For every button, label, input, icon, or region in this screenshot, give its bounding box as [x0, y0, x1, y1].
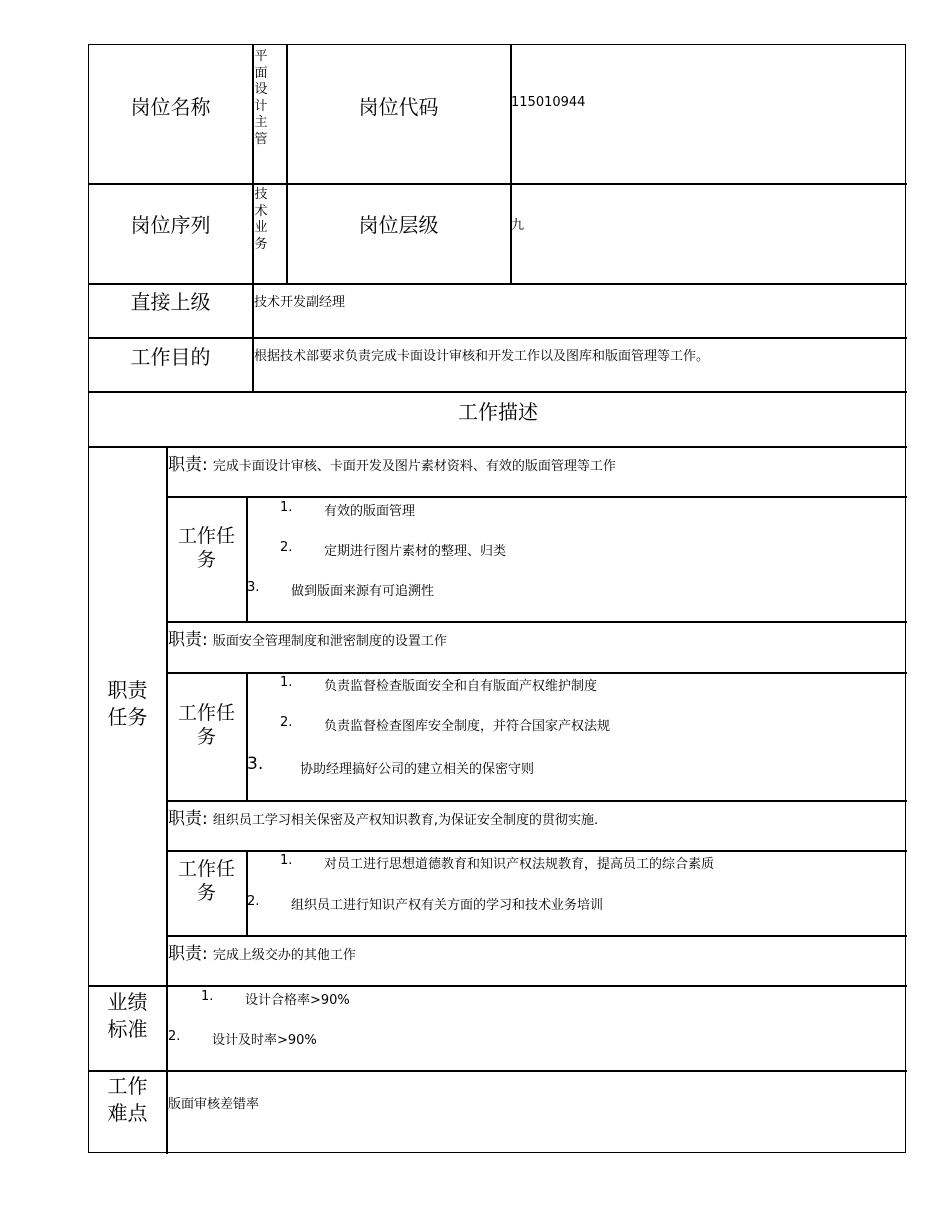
difficulty-text: 版面审核差错率 — [168, 1097, 260, 1112]
performance-label: 业绩 标准 — [107, 990, 148, 1041]
row-divider — [167, 621, 907, 623]
duty-4: 职责: 完成上级交办的其他工作 — [168, 944, 356, 964]
duty-2: 职责: 版面安全管理制度和泄密制度的设置工作 — [168, 630, 447, 650]
task-2-3-text: 协助经理搞好公司的建立相关的保密守则 — [300, 762, 535, 777]
position-series-value: 技术业务 — [254, 187, 268, 252]
row-divider — [89, 985, 907, 987]
position-code-value: 115010944 — [511, 95, 586, 110]
description-title: 工作描述 — [458, 400, 538, 424]
performance-item-2: 设计及时率>90% — [212, 1033, 317, 1048]
task-1-2-text: 定期进行图片素材的整理、归类 — [324, 544, 507, 559]
position-level-value: 九 — [511, 218, 525, 233]
row-divider — [89, 337, 907, 339]
performance-item-2-num: 2. — [168, 1029, 181, 1044]
duty-3: 职责: 组织员工学习相关保密及产权知识教育,为保证安全制度的贯彻实施. — [168, 809, 599, 829]
task-1-1: 1. — [280, 500, 293, 515]
supervisor-value: 技术开发副经理 — [254, 295, 346, 310]
task-3-2: 2. — [247, 894, 260, 909]
task-2-1: 1. — [280, 675, 293, 690]
supervisor-label: 直接上级 — [130, 290, 211, 314]
purpose-value: 根据技术部要求负责完成卡面设计审核和开发工作以及图库和版面管理等工作。 — [254, 349, 710, 364]
work-task-label: 工作任 务 — [177, 858, 235, 904]
row-divider — [167, 800, 907, 802]
work-task-label: 工作任 务 — [177, 525, 235, 571]
row-divider — [167, 496, 907, 498]
row-divider — [167, 935, 907, 937]
duty-1: 职责: 完成卡面设计审核、卡面开发及图片素材资料、有效的版面管理等工作 — [168, 455, 616, 475]
task-3-1: 1. — [280, 853, 293, 868]
performance-item-1-num: 1. — [201, 989, 214, 1004]
performance-item-1: 设计合格率>90% — [245, 993, 350, 1008]
task-2-2: 2. — [280, 715, 293, 730]
task-1-2: 2. — [280, 540, 293, 555]
task-3-1-text: 对员工进行思想道德教育和知识产权法规教育，提高员工的综合素质 — [324, 857, 715, 872]
col-divider — [246, 850, 248, 935]
row-divider — [89, 283, 907, 285]
col-divider — [246, 496, 248, 621]
difficulty-label: 工作 难点 — [107, 1074, 148, 1125]
purpose-label: 工作目的 — [130, 345, 211, 369]
row-divider — [89, 391, 907, 393]
col-divider — [286, 45, 288, 283]
task-3-2-text: 组织员工进行知识产权有关方面的学习和技术业务培训 — [291, 898, 604, 913]
position-name-value: 平面设计主管 — [254, 49, 268, 147]
position-code-label: 岗位代码 — [358, 95, 439, 119]
row-divider — [89, 1070, 907, 1072]
task-1-1-text: 有效的版面管理 — [324, 504, 416, 519]
task-2-1-text: 负责监督检查版面安全和自有版面产权维护制度 — [324, 679, 598, 694]
row-divider — [167, 672, 907, 674]
position-name-label: 岗位名称 — [130, 95, 211, 119]
row-divider — [89, 446, 907, 448]
task-1-3: 3. — [247, 580, 260, 595]
row-divider — [167, 850, 907, 852]
position-level-label: 岗位层级 — [358, 213, 439, 237]
work-task-label: 工作任 务 — [177, 702, 235, 748]
task-2-2-text: 负责监督检查图库安全制度，并符合国家产权法规 — [324, 719, 611, 734]
task-2-3: 3. — [247, 754, 264, 774]
job-description-table — [88, 44, 906, 1153]
task-1-3-text: 做到版面来源有可追溯性 — [291, 584, 435, 599]
col-divider — [510, 45, 512, 283]
duties-label: 职责 任务 — [107, 678, 148, 729]
position-series-label: 岗位序列 — [130, 213, 211, 237]
row-divider — [89, 183, 907, 185]
col-divider — [246, 672, 248, 800]
